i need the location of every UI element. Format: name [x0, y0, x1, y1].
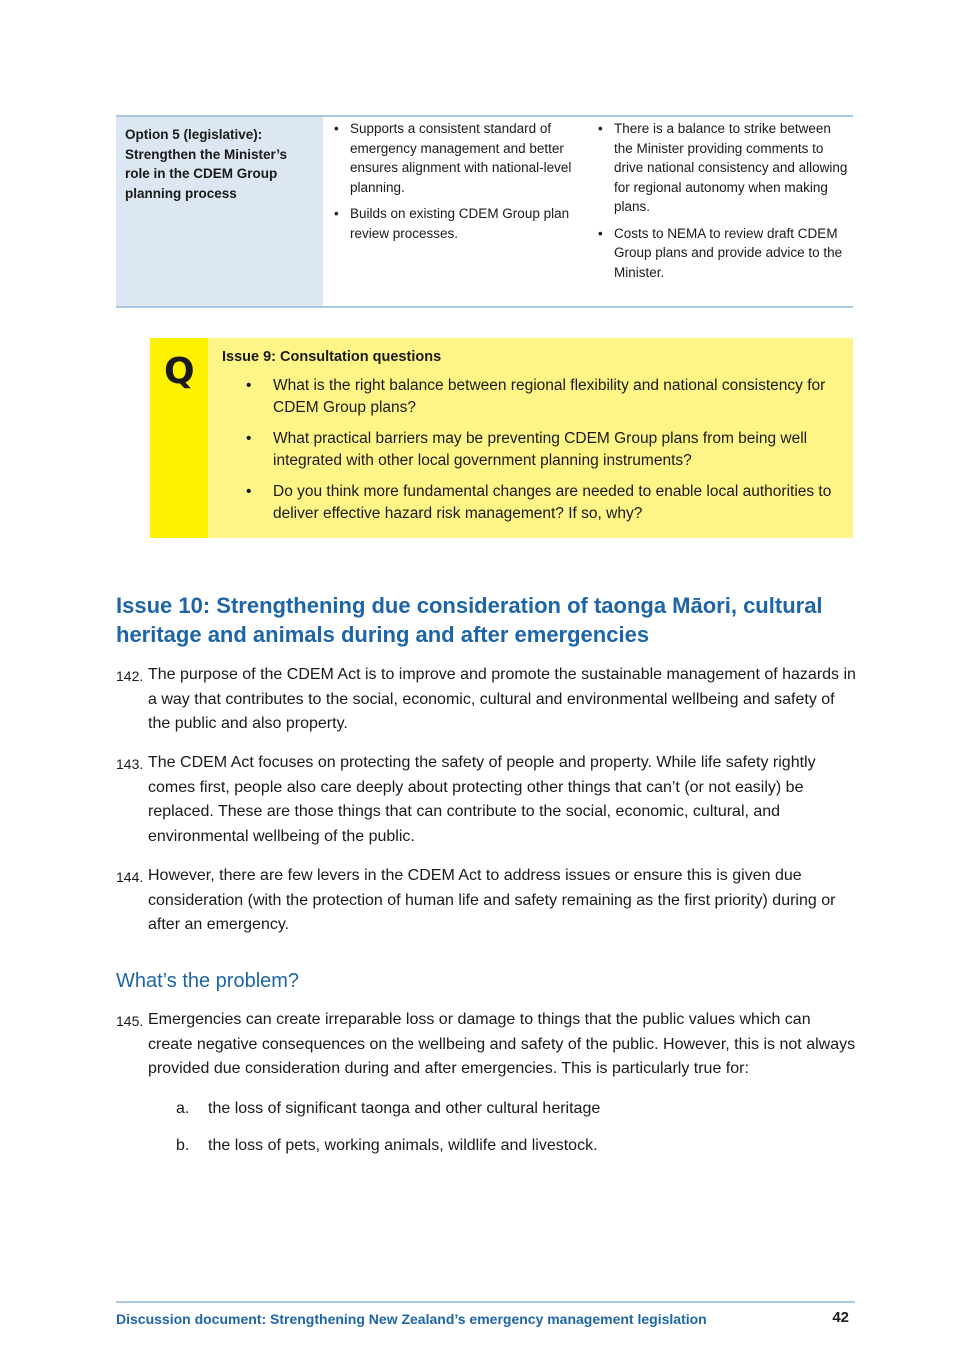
question-icon-strip [150, 338, 208, 538]
benefit-item: • Builds on existing CDEM Group plan review processes. [331, 204, 587, 243]
paragraph-142 [116, 663, 856, 737]
paragraph-number: 142. [116, 668, 144, 684]
list-item-label: a. [176, 1100, 190, 1117]
cost-item: • There is a balance to strike between the Minister providing comments to drive national consistency and allowing for regional autonomy when making plans. [595, 119, 853, 217]
footer-title: Discussion document: Strengthening New Zealand’s emergency management legislation [116, 1311, 707, 1327]
list-item-label: b. [176, 1137, 190, 1154]
issue-10-heading: Issue 10: Strengthening due consideration of taonga Māori, cultural heritage and animals during and after emergencies [116, 593, 823, 647]
paragraph-text: The CDEM Act focuses on protecting the safety of people and property. While life safety rightly comes first, people also care deeply about protecting other things that can’t (or not easily) be replaced. These are those things that can contribute to the social, economic, cultural, and environmental wellbeing of the public. [148, 754, 816, 845]
paragraph-text: Emergencies can create irreparable loss or damage to things that the public values which can create negative consequences on the wellbeing and safety of the public. However, this is not always provided due consideration during and after emergencies. This is particularly true for: [148, 1011, 856, 1077]
list-item-text: the loss of pets, working animals, wildlife and livestock. [208, 1137, 598, 1154]
costs-column [587, 117, 853, 306]
list-item [176, 1097, 856, 1121]
paragraph-text: However, there are few levers in the CDEM Act to address issues or ensure this is given due consideration (with the protection of human life and safety remaining as the first priority) during or after an emergency. [148, 867, 836, 933]
paragraph-143 [116, 751, 856, 849]
paragraph-145 [116, 1008, 856, 1082]
consultation-box [150, 338, 853, 538]
list-item-text: the loss of significant taonga and other cultural heritage [208, 1100, 601, 1117]
problem-heading: What’s the problem? [116, 970, 300, 992]
consultation-question: • Do you think more fundamental changes are needed to enable local authorities to deliver effective hazard risk management? If so, why? [222, 481, 853, 525]
benefit-item: • Supports a consistent standard of emergency management and better ensures alignment with national-level planning. [331, 119, 587, 197]
cost-item: • Costs to NEMA to review draft CDEM Group plans and provide advice to the Minister. [595, 224, 853, 283]
list-item [176, 1134, 856, 1158]
consultation-question: • What is the right balance between regional flexibility and national consistency for CDEM Group plans? [222, 375, 853, 419]
paragraph-number: 144. [116, 869, 144, 885]
paragraph-number: 143. [116, 756, 144, 772]
options-table [116, 115, 853, 308]
paragraph-144 [116, 864, 856, 938]
consultation-body [208, 338, 853, 538]
page-footer [116, 1301, 855, 1334]
question-icon: Q [164, 351, 195, 392]
paragraph-text: The purpose of the CDEM Act is to improve and promote the sustainable management of hazards in a way that contributes to the social, economic, cultural and environmental wellbeing and safety of the public and also property. [148, 666, 856, 732]
consultation-title: Issue 9: Consultation questions [222, 349, 442, 365]
paragraph-number: 145. [116, 1013, 144, 1029]
benefits-column [323, 117, 587, 306]
page-number: 42 [832, 1309, 849, 1326]
option-title: Option 5 (legislative): Strengthen the Minister’s role in the CDEM Group planning process [116, 117, 323, 306]
consultation-question: • What practical barriers may be preventing CDEM Group plans from being well integrated with other local government planning instruments? [222, 428, 853, 472]
